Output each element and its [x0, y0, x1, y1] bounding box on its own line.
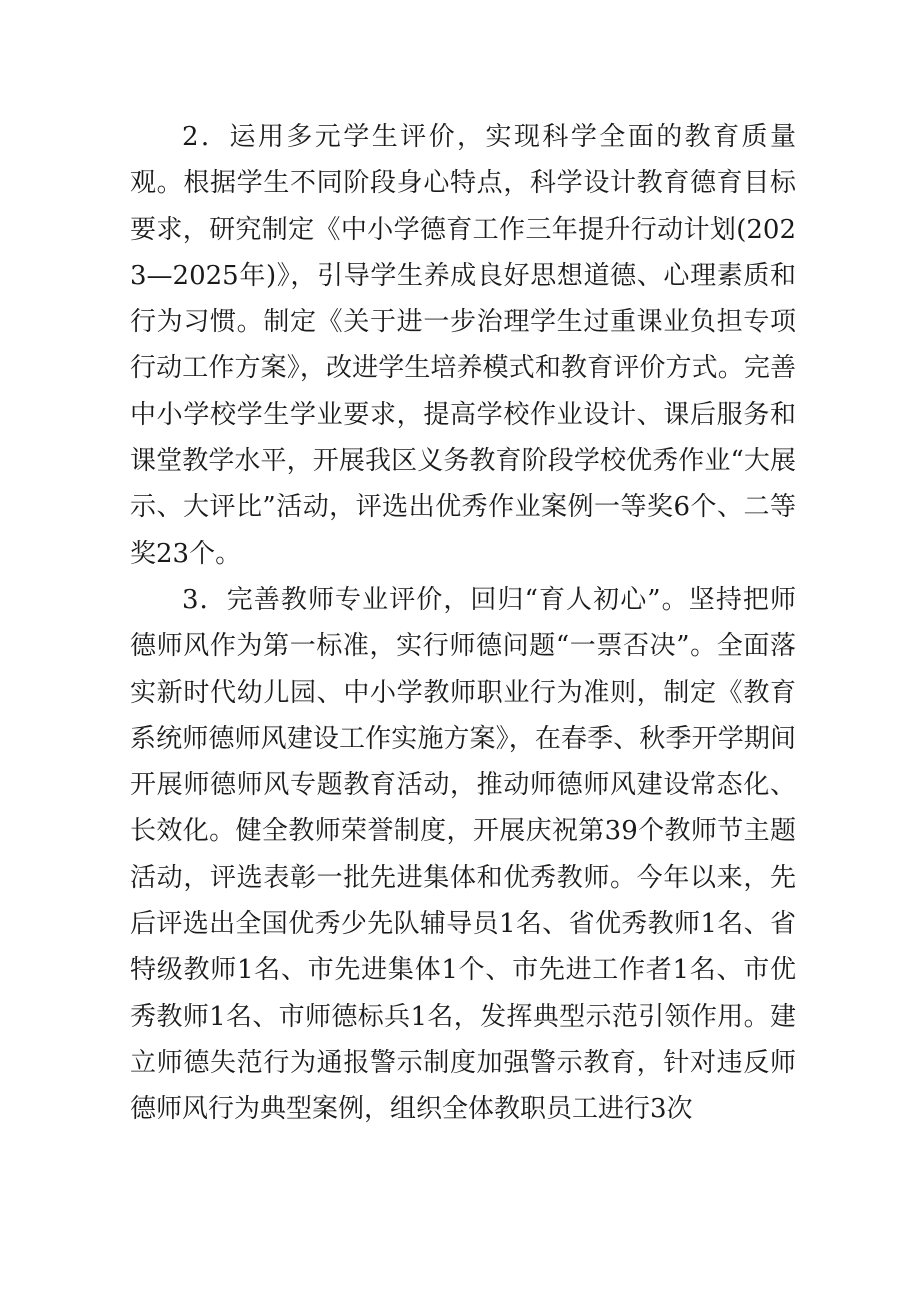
paragraph-student-evaluation: 2．运用多元学生评价，实现科学全面的教育质量观。根据学生不同阶段身心特点，科学设计教育德育目标要求，研究制定《中小学德育工作三年提升行动计划(2023—2025年)》，引导学生养成良好思想道德、心理素质和行为习惯。制定《关于进一步治理学生过重课业负担专项行动工作方案》，改进学生培养模式和教育评价方式。完善中小学校学生学业要求，提高学校作业设计、课后服务和课堂教学水平，开展我区义务教育阶段学校优秀作业“大展示、大评比”活动，评选出优秀作业案例一等奖6个、二等奖23个。 — [130, 122, 796, 569]
document-body — [130, 114, 796, 1133]
paragraph-teacher-evaluation: 3．完善教师专业评价，回归“育人初心”。坚持把师德师风作为第一标准，实行师德问题“一票否决”。全面落实新时代幼儿园、中小学教师职业行为准则，制定《教育系统师德师风建设工作实施方案》，在春季、秋季开学期间开展师德师风专题教育活动，推动师德师风建设常态化、长效化。健全教师荣誉制度，开展庆祝第39个教师节主题活动，评选表彰一批先进集体和优秀教师。今年以来，先后评选出全国优秀少先队辅导员1名、省优秀教师1名、省特级教师1名、市先进集体1个、市先进工作者1名、市优秀教师1名、市师德标兵1名，发挥典型示范引领作用。建立师德失范行为通报警示制度加强警示教育，针对违反师德师风行为典型案例，组织全体教职员工进行3次 — [130, 584, 796, 1125]
